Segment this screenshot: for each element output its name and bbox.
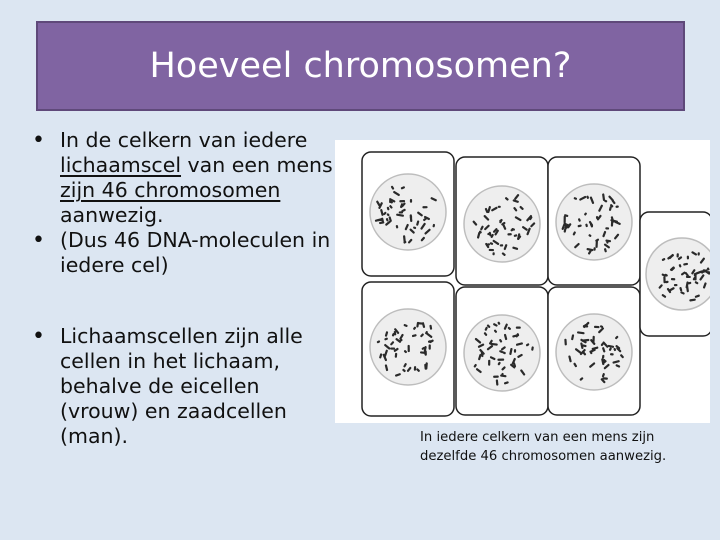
cell-panel [548,157,640,285]
caption-line: In iedere celkern van een mens zijn [420,430,655,445]
chromosome [497,359,504,361]
chromosome [674,284,678,286]
figure-caption [420,428,710,466]
chromosome [514,349,516,353]
chromosome [493,376,499,378]
chromosome [564,339,567,346]
chromosome [408,345,410,352]
karyotype-figure [335,140,710,423]
bullet-line: aanwezig. [60,203,164,227]
bullet-line: (man). [60,424,129,448]
bullet-item-dna-molecules [32,228,352,278]
bullet-line: van een mens [181,153,333,177]
chromosome [507,233,511,235]
bullet-item-body-cells [32,324,352,449]
chromosome [564,216,566,224]
chromosome [594,326,600,328]
caption-line: dezelfde 46 chromosomen aanwezig. [420,449,667,464]
chromosome [671,278,676,281]
bullet-line: Lichaamscellen zijn alle [60,324,303,348]
chromosome [595,240,598,248]
chromosome [389,200,391,203]
chromosome [492,252,494,255]
chromosome [498,206,501,208]
bullet-item-somatic-cells [32,128,352,228]
chromosome [687,256,689,260]
slide-title: Hoeveel chromosomen? [149,46,572,86]
chromosome [593,247,595,251]
bullet-line: (vrouw) en zaadcellen [60,399,287,423]
title-bar [36,21,685,111]
chromosome [676,253,678,257]
cell-panel [362,152,454,276]
chromosome [399,211,403,213]
chromosome [422,206,427,208]
chromosome [390,347,395,349]
chromosome [686,276,691,278]
chromosome [605,227,609,229]
chromosome [399,200,405,202]
chromosome [429,344,431,349]
underlined-term: zijn 46 chromosomen [60,178,281,202]
chromosome [610,353,614,355]
cells-illustration [335,140,710,423]
chromosome [410,199,412,203]
bullet-line: behalve de eicellen [60,374,260,398]
chromosome [516,327,521,329]
bullet-line: iedere cel) [60,253,169,277]
bullet-list [32,128,352,449]
chromosome [488,360,490,366]
chromosome [697,252,699,256]
chromosome [592,336,595,343]
chromosome [500,244,504,246]
chromosome [489,249,494,251]
bullet-line: In de celkern van iedere [60,128,308,152]
cell-nucleus [646,238,710,310]
cell-panel [640,212,710,336]
bullet-line: (Dus 46 DNA-moleculen in [60,228,331,252]
underlined-term: lichaamscel [60,153,182,177]
bullet-line: cellen in het lichaam, [60,349,281,373]
chromosome [414,366,417,371]
chromosome [410,215,412,219]
chromosome [663,276,665,283]
